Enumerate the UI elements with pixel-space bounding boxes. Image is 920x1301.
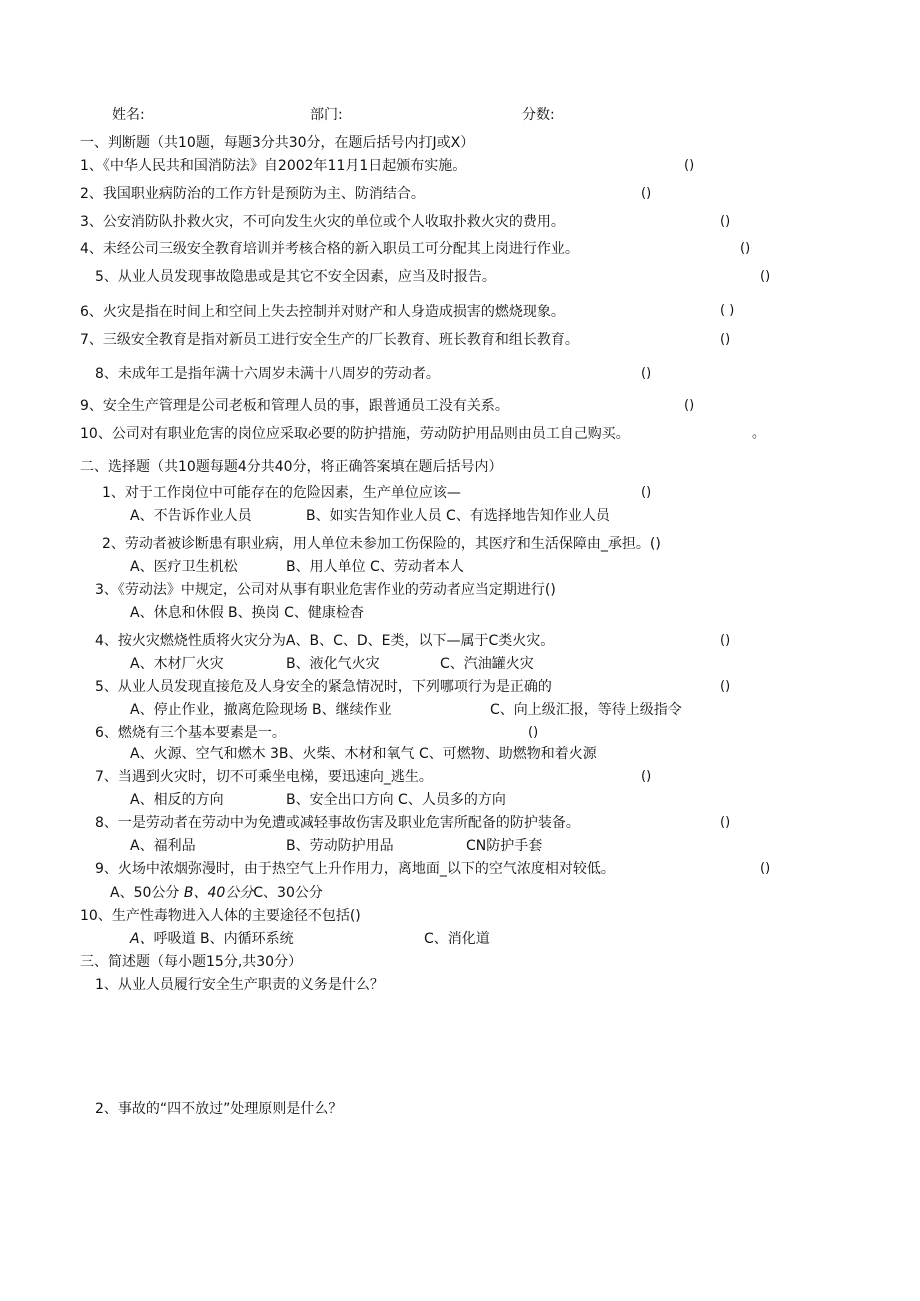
judge-item-3: 3、公安消防队扑救火灾，不可向发生火灾的单位或个人收取扑救火灾的费用。 xyxy=(80,214,565,230)
choice-q8-option-b: B、劳动防护用品 xyxy=(286,838,394,854)
judge-item-10: 10、公司对有职业危害的岗位应采取必要的防护措施，劳动防护用品则由员工自己购买。 xyxy=(80,426,630,442)
choice-q4-option-c: C、汽油罐火灾 xyxy=(440,656,534,672)
choice-q10-option-a: A、 xyxy=(130,931,154,947)
choice-q9-option-c: C、30公分 xyxy=(253,885,323,901)
name-label: 姓名: xyxy=(112,107,145,123)
judge-bracket-9: () xyxy=(684,398,695,413)
choice-q3: 3、《劳动法》中规定，公司对从事有职业危害作业的劳动者应当定期进行() xyxy=(95,582,556,598)
choice-q10-option-c: C、消化道 xyxy=(424,931,490,947)
choice-q8-option-a: A、福利品 xyxy=(130,838,196,854)
choice-q9-option-a: A、50公分 xyxy=(110,885,180,901)
judge-item-6: 6、火灾是指在时间上和空间上失去控制并对财产和人身造成损害的燃烧现象。 xyxy=(80,304,565,320)
choice-q5-bracket: () xyxy=(720,679,731,694)
judge-item-4: 4、未经公司三级安全教育培训并考核合格的新入职员工可分配其上岗进行作业。 xyxy=(80,241,579,257)
choice-q9-options xyxy=(110,884,323,902)
choice-q9: 9、火场中浓烟弥漫时，由于热空气上升作用力，离地面_以下的空气浓度相对较低。 xyxy=(95,861,615,877)
choice-q7: 7、当遇到火灾时，切不可乘坐电梯，要迅速向_逃生。 xyxy=(95,769,433,785)
choice-q4: 4、按火灾燃烧性质将火灾分为A、B、C、D、E类，以下—属于C类火灾。 xyxy=(95,633,555,649)
choice-q6: 6、燃烧有三个基本要素是一。 xyxy=(95,725,286,741)
choice-q2-option-a: A、医疗卫生机松 xyxy=(130,559,238,575)
judge-bracket-7: () xyxy=(720,332,731,347)
choice-q9-bracket: () xyxy=(760,861,771,876)
judge-bracket-1: () xyxy=(684,158,695,173)
choice-q7-bracket: () xyxy=(641,769,652,784)
choice-q7-option-bc: B、安全出口方向 C、人员多的方向 xyxy=(286,792,506,808)
choice-q6-options: A、火源、空气和燃木 3B、火柴、木材和氧气 C、可燃物、助燃物和着火源 xyxy=(130,746,597,762)
choice-q1-option-bc: B、如实告知作业人员 C、有选择地告知作业人员 xyxy=(306,508,610,524)
choice-q2-option-bc: B、用人单位 C、劳动者本人 xyxy=(286,559,464,575)
judge-item-2: 2、我国职业病防治的工作方针是预防为主、防消结合。 xyxy=(80,186,425,202)
choice-q10-option-ab-rest: 呼吸道 B、内循环系统 xyxy=(153,931,294,947)
section1-title: 一、判断题（共10题，每题3分共30分，在题后括号内打J或X） xyxy=(80,135,475,151)
choice-q5-option-c: C、向上级汇报，等待上级指令 xyxy=(490,702,682,718)
judge-bracket-5: () xyxy=(760,269,771,284)
choice-q4-option-b: B、液化气火灾 xyxy=(286,656,380,672)
choice-q5-option-ab: A、停止作业，撤离危险现场 B、继续作业 xyxy=(130,702,392,718)
choice-q10-option-ab xyxy=(130,930,294,948)
judge-bracket-2: () xyxy=(641,186,652,201)
essay-q1: 1、从业人员履行安全生产职责的义务是什么？ xyxy=(95,977,384,993)
judge-bracket-4: () xyxy=(740,241,751,256)
department-label: 部门: xyxy=(310,107,343,123)
choice-q4-option-a: A、木材厂火灾 xyxy=(130,656,224,672)
choice-q3-options: A、休息和休假 B、换岗 C、健康检杳 xyxy=(130,605,364,621)
choice-q7-option-a: A、相反的方向 xyxy=(130,792,224,808)
section2-title: 二、选择题（共10题每题4分共40分，将正确答案填在题后括号内） xyxy=(80,459,503,475)
choice-q8: 8、一是劳动者在劳动中为免遭或减轻事故伤害及职业危害所配备的防护装备。 xyxy=(95,815,580,831)
score-label: 分数: xyxy=(522,107,555,123)
choice-q8-bracket: () xyxy=(720,815,731,830)
judge-item-8: 8、未成年工是指年满十六周岁未满十八周岁的劳动者。 xyxy=(95,366,440,382)
choice-q6-bracket: () xyxy=(528,725,539,740)
judge-bracket-3: () xyxy=(720,214,731,229)
choice-q5: 5、从业人员发现直接危及人身安全的紧急情况时，下列哪项行为是正确的 xyxy=(95,679,552,695)
choice-q1-bracket: () xyxy=(641,485,652,500)
judge-bracket-10: 。 xyxy=(752,426,766,441)
choice-q4-bracket: () xyxy=(720,633,731,648)
section3-title: 三、简述题（每小题15分,共30分） xyxy=(80,954,303,970)
choice-q8-option-c: CN防护手套 xyxy=(466,838,543,854)
choice-q10: 10、生产性毒物进入人体的主要途径不包括() xyxy=(80,908,361,924)
judge-item-7: 7、三级安全教育是指对新员工进行安全生产的厂长教育、班长教育和组长教育。 xyxy=(80,332,579,348)
judge-item-9: 9、安全生产管理是公司老板和管理人员的事，跟普通员工没有关系。 xyxy=(80,398,509,414)
essay-q2: 2、事故的“四不放过”处理原则是什么？ xyxy=(95,1101,343,1117)
judge-item-1: 1、《中华人民共和国消防法》自2002年11月1日起颁布实施。 xyxy=(80,158,467,174)
choice-q9-option-b: B、40公分 xyxy=(183,885,254,901)
judge-bracket-6: ( ) xyxy=(720,303,735,318)
choice-q2: 2、劳动者被诊断患有职业病，用人单位未参加工伤保险的，其医疗和生活保障由_承担。() xyxy=(102,536,661,552)
judge-item-5: 5、从业人员发现事故隐患或是其它不安全因素，应当及时报告。 xyxy=(95,269,496,285)
choice-q1-option-a: A、不告诉作业人员 xyxy=(130,508,252,524)
judge-bracket-8: () xyxy=(641,366,652,381)
choice-q1: 1、对于工作岗位中可能存在的危险因素，生产单位应该— xyxy=(102,485,461,501)
